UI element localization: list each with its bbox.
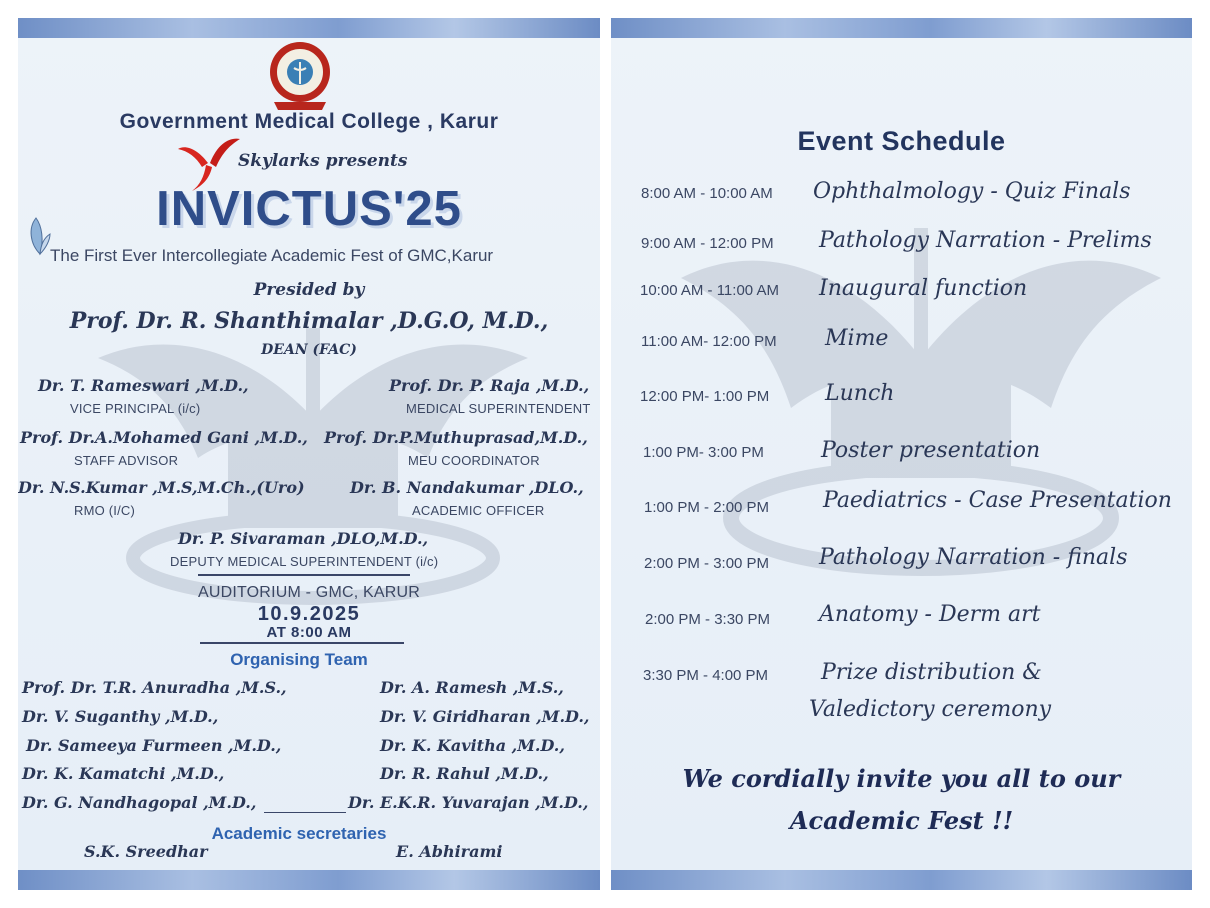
- academic-secretaries-heading: Academic secretaries: [211, 824, 387, 843]
- team-member: Dr. A. Ramesh ,M.S.,: [380, 678, 564, 697]
- college-name: Government Medical College , Karur: [119, 110, 499, 133]
- official-role: RMO (I/C): [74, 503, 136, 518]
- official-role: STAFF ADVISOR: [74, 453, 179, 468]
- schedule-event: Inaugural function: [819, 276, 1028, 301]
- team-member: Dr. E.K.R. Yuvarajan ,M.D.,: [348, 793, 589, 812]
- official-name: Prof. Dr.P.Muthuprasad,M.D.,: [324, 428, 588, 447]
- schedule-event: Pathology Narration - finals: [819, 545, 1128, 570]
- schedule-event: Prize distribution &: [821, 660, 1042, 685]
- schedule-time: 1:00 PM- 3:00 PM: [643, 444, 764, 461]
- official-name: Dr. N.S.Kumar ,M.S,M.Ch.,(Uro): [18, 478, 305, 497]
- team-member: Dr. K. Kamatchi ,M.D.,: [22, 764, 225, 783]
- schedule-event: Lunch: [825, 381, 895, 406]
- schedule-title: Event Schedule: [797, 126, 1006, 156]
- schedule-time: 8:00 AM - 10:00 AM: [641, 185, 773, 202]
- official-role: DEPUTY MEDICAL SUPERINTENDENT (i/c): [170, 554, 439, 569]
- official-name: Prof. Dr.A.Mohamed Gani ,M.D.,: [20, 428, 308, 447]
- divider: [200, 642, 404, 644]
- team-member: Dr. V. Suganthy ,M.D.,: [22, 707, 219, 726]
- schedule-event: Mime: [825, 326, 889, 351]
- schedule-time: 11:00 AM- 12:00 PM: [641, 333, 777, 350]
- event-time: AT 8:00 AM: [266, 624, 352, 641]
- divider: [198, 574, 410, 576]
- schedule-event: Pathology Narration - Prelims: [819, 228, 1152, 253]
- official-name: Dr. P. Sivaraman ,DLO,M.D.,: [178, 529, 429, 548]
- divider: [264, 812, 346, 813]
- official-name: Dr. T. Rameswari ,M.D.,: [38, 376, 249, 395]
- event-date: 10.9.2025: [257, 603, 361, 625]
- team-member: Dr. G. Nandhagopal ,M.D.,: [22, 793, 257, 812]
- chief-role: DEAN (FAC): [261, 342, 357, 358]
- schedule-time: 1:00 PM - 2:00 PM: [644, 499, 770, 516]
- official-role: ACADEMIC OFFICER: [412, 503, 545, 518]
- schedule-time: 9:00 AM - 12:00 PM: [641, 235, 774, 252]
- schedule-time: 2:00 PM - 3:30 PM: [645, 611, 771, 628]
- bottom-border-band: [611, 870, 1192, 890]
- schedule-time: 2:00 PM - 3:00 PM: [644, 555, 770, 572]
- schedule-event-line2: Valedictory ceremony: [809, 697, 1052, 722]
- team-member: Dr. R. Rahul ,M.D.,: [380, 764, 549, 783]
- secretary-name: S.K. Sreedhar: [84, 842, 208, 861]
- secretary-name: E. Abhirami: [396, 842, 503, 861]
- venue: AUDITORIUM - GMC, KARUR: [197, 584, 421, 601]
- team-member: Dr. Sameeya Furmeen ,M.D.,: [26, 736, 282, 755]
- organising-team-heading: Organising Team: [230, 650, 368, 669]
- schedule-time: 12:00 PM- 1:00 PM: [640, 388, 770, 405]
- chief-name: Prof. Dr. R. Shanthimalar ,D.G.O, M.D.,: [69, 308, 549, 334]
- schedule-panel: [611, 18, 1192, 890]
- fest-title: INVICTUS'25: [156, 182, 462, 236]
- official-role: MEU COORDINATOR: [408, 453, 540, 468]
- schedule-event: Paediatrics - Case Presentation: [823, 488, 1172, 513]
- fest-subtitle: The First Ever Intercollegiate Academic Fest of GMC,Karur: [50, 246, 494, 265]
- schedule-time: 10:00 AM - 11:00 AM: [640, 282, 779, 299]
- butterfly-icon: [26, 214, 52, 258]
- invitation-message: [611, 758, 1192, 842]
- invitation-panel: [18, 18, 600, 890]
- bottom-border-band: [18, 870, 600, 890]
- official-role: MEDICAL SUPERINTENDENT: [406, 401, 591, 416]
- invitation-line: We cordially invite you all to our: [682, 764, 1121, 793]
- top-border-band: [18, 18, 600, 38]
- official-name: Dr. B. Nandakumar ,DLO.,: [350, 478, 584, 497]
- schedule-event: Poster presentation: [821, 438, 1041, 463]
- official-role: VICE PRINCIPAL (i/c): [70, 401, 201, 416]
- schedule-event: Anatomy - Derm art: [819, 602, 1041, 627]
- skylarks-presents: Skylarks presents: [238, 151, 408, 171]
- team-member: Prof. Dr. T.R. Anuradha ,M.S.,: [22, 678, 287, 697]
- top-border-band: [611, 18, 1192, 38]
- team-member: Dr. V. Giridharan ,M.D.,: [380, 707, 590, 726]
- schedule-event: Ophthalmology - Quiz Finals: [813, 179, 1131, 204]
- invitation-line: Academic Fest !!: [789, 806, 1014, 835]
- presided-by-label: Presided by: [253, 280, 365, 300]
- team-member: Dr. K. Kavitha ,M.D.,: [380, 736, 565, 755]
- official-name: Prof. Dr. P. Raja ,M.D.,: [389, 376, 590, 395]
- schedule-time: 3:30 PM - 4:00 PM: [643, 667, 769, 684]
